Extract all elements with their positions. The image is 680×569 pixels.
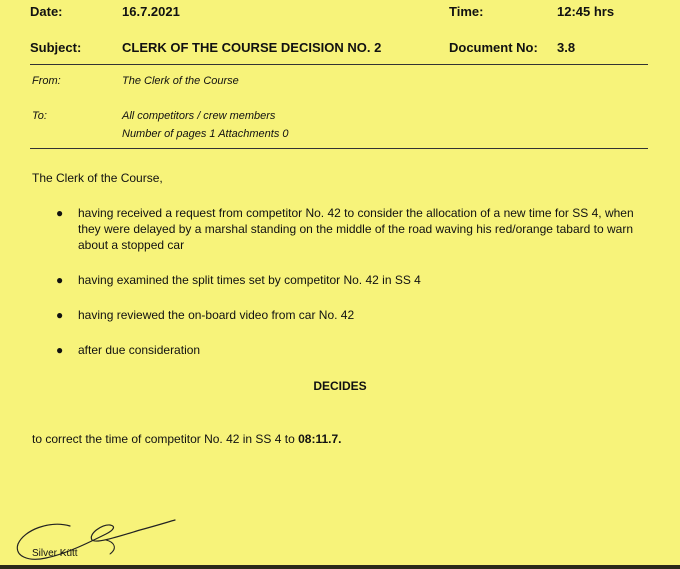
list-item	[52, 342, 652, 358]
document-number-label: Document No:	[449, 40, 538, 55]
from-value: The Clerk of the Course	[122, 75, 239, 87]
time-label: Time:	[449, 4, 484, 19]
subject-label: Subject:	[30, 40, 82, 55]
from-label: From:	[32, 75, 61, 87]
time-value: 12:45 hrs	[557, 4, 615, 19]
signatory-name: Silver Kütt	[32, 548, 78, 559]
intro-text: The Clerk of the Course,	[32, 171, 163, 185]
bottom-edge	[0, 565, 680, 569]
considerations-list	[52, 205, 652, 377]
header-divider	[30, 64, 648, 65]
bullet-icon: ●	[56, 273, 64, 287]
meta-divider	[30, 148, 648, 149]
pages-attachments: Number of pages 1 Attachments 0	[122, 128, 289, 140]
list-item-text: having reviewed the on-board video from car No. 42	[78, 308, 355, 322]
to-value: All competitors / crew members	[122, 110, 276, 122]
date-value: 16.7.2021	[122, 4, 180, 19]
date-label: Date:	[30, 4, 63, 19]
subject-value: CLERK OF THE COURSE DECISION NO. 2	[122, 40, 382, 55]
list-item-text: having examined the split times set by competitor No. 42 in SS 4	[78, 273, 421, 287]
decides-heading: DECIDES	[313, 379, 367, 393]
decision-prefix: to correct the time of competitor No. 42 in SS 4 to	[32, 432, 299, 446]
list-item-text: having received a request from competitor No. 42 to consider the allocation of a new time for SS 4, when they were delayed by a marshal standing on the middle of the road waving his red/orange tabard to warn about a stopped car	[78, 206, 634, 252]
list-item	[52, 307, 652, 323]
decision-text	[32, 431, 342, 447]
corrected-time: 08:11.7.	[298, 432, 342, 446]
to-label: To:	[32, 110, 47, 122]
list-item	[52, 272, 652, 288]
bullet-icon: ●	[56, 308, 64, 322]
list-item-text: after due consideration	[78, 343, 201, 357]
document-number-value: 3.8	[557, 40, 576, 55]
list-item	[52, 205, 652, 253]
bullet-icon: ●	[56, 206, 64, 220]
bullet-icon: ●	[56, 343, 64, 357]
